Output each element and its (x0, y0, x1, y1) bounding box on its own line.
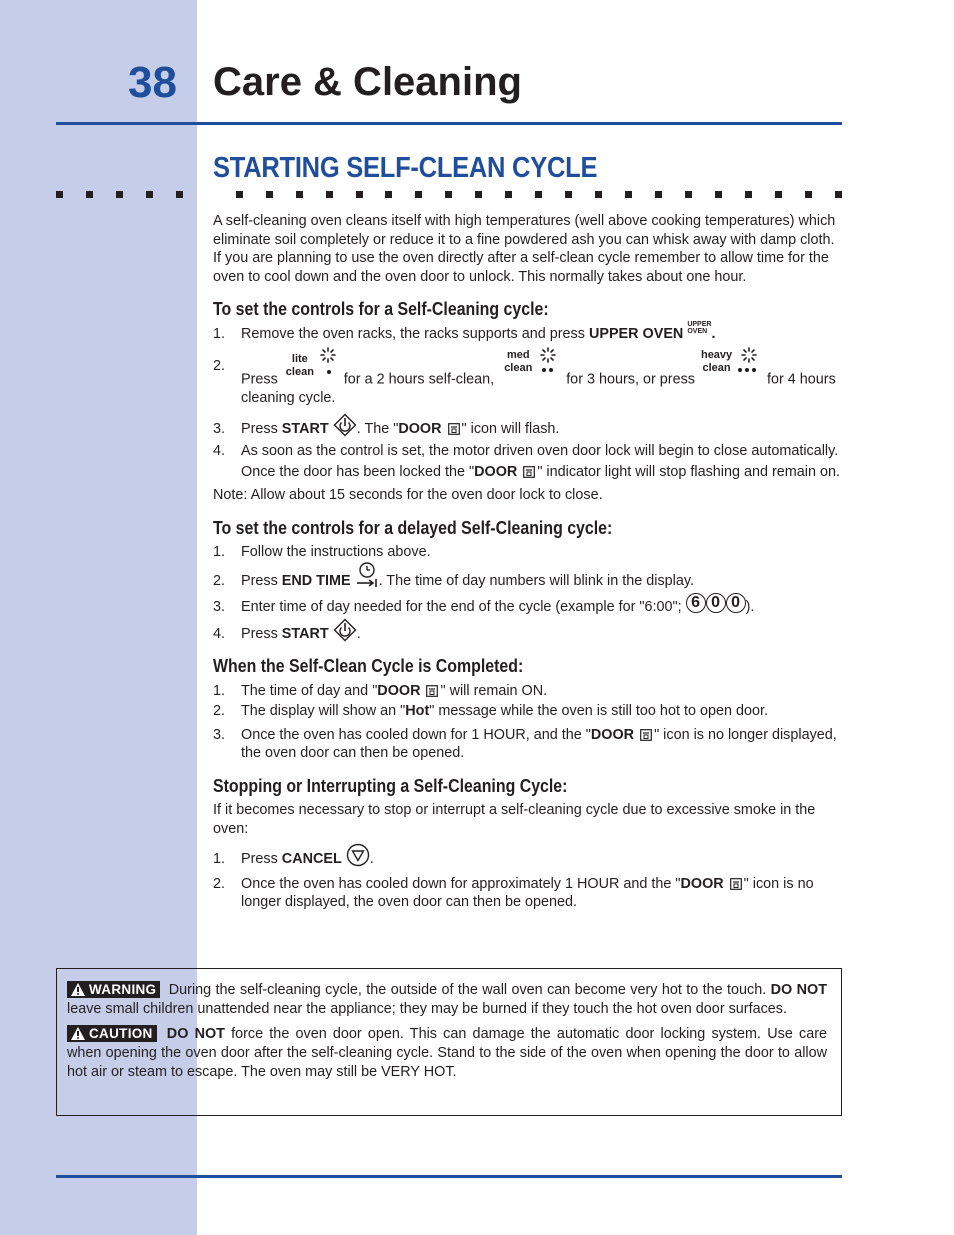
list-item: 3. Once the oven has cooled down for 1 HOUR, and the "DOOR " icon is no longer displayed, the oven door can then be opened. (213, 726, 837, 761)
list-item: 1. Remove the oven racks, the racks supports and press UPPER OVEN UPPER OVEN . (213, 320, 716, 342)
door-lock-icon (426, 685, 438, 697)
delayed-clean-steps (213, 543, 843, 643)
lite-clean-key-icon: lite clean (282, 357, 340, 389)
list-item: 4. Press START . (213, 625, 843, 644)
start-icon (333, 413, 357, 437)
heading-delayed-self-clean: To set the controls for a delayed Self-Cleaning cycle: (213, 516, 613, 538)
main-content (213, 212, 843, 915)
list-item: 2. Press END TIME . The time of day numbers will blink in the display. (213, 572, 843, 591)
heading-cycle-completed: When the Self-Clean Cycle is Completed: (213, 655, 524, 676)
digit-key-6: 6 (686, 593, 706, 613)
list-item: 3. Press START . The "DOOR " icon will flash. (213, 420, 843, 439)
cancel-icon (346, 843, 370, 867)
note-text: Note: Allow about 15 seconds for the oven door lock to close. (213, 487, 603, 503)
list-item: 2. Once the oven has cooled down for approximately 1 HOUR and the "DOOR " icon is no longer displayed, the oven door can then be opened. (213, 875, 814, 910)
self-clean-steps (213, 320, 843, 484)
digit-key-0: 0 (726, 593, 746, 613)
page-number: 38 (128, 58, 177, 107)
caution-paragraph: CAUTION DO NOT force the oven door open. This can damage the automatic door locking system. Use care when opening the oven door after the self-cleaning cycle. Stand to the side of the oven when opening the door to allow hot air or steam to escape. The oven may still be VERY HOT. (67, 1026, 827, 1080)
heading-stopping-cycle: Stopping or Interrupting a Self-Cleaning Cycle: (213, 774, 568, 796)
dotted-divider (56, 191, 842, 199)
start-icon (333, 618, 357, 642)
upper-oven-key-icon: UPPER OVEN (687, 320, 712, 335)
completed-steps (213, 682, 843, 763)
heavy-clean-key-icon: heavy clean (699, 357, 763, 389)
caution-badge: CAUTION (67, 1025, 157, 1042)
list-item: 1. Follow the instructions above. (213, 544, 431, 560)
digit-key-0: 0 (706, 593, 726, 613)
list-item: 4. As soon as the control is set, the motor driven oven door lock will begin to close automatically. Once the door has been locked the "DOOR " indicator light will stop flashing and remain on. (213, 443, 840, 480)
med-clean-key-icon: med clean (498, 357, 562, 389)
door-lock-icon (523, 466, 535, 478)
section-title: STARTING SELF-CLEAN CYCLE (213, 152, 598, 184)
door-lock-icon (640, 729, 652, 741)
heading-self-clean: To set the controls for a Self-Cleaning cycle: (213, 298, 549, 319)
list-item: 3. Enter time of day needed for the end of the cycle (example for "6:00"; 6 0 0 ). (213, 594, 755, 615)
list-item: 2. The display will show an "Hot" message while the oven is still too hot to open door. (213, 703, 768, 719)
list-item: 2. Press lite clean for a 2 hours self-clean, med clean for 3 hours, or press heavy clean for 4 hours cleaning cycle. (213, 349, 836, 406)
stopping-intro: If it becomes necessary to stop or interrupt a self-cleaning cycle due to excessive smoke in the oven: (213, 802, 816, 837)
caution-triangle-icon (70, 1026, 86, 1041)
warning-badge: WARNING (67, 981, 160, 998)
door-lock-icon (448, 423, 460, 435)
stopping-steps (213, 850, 843, 912)
list-item: 1. The time of day and "DOOR " will remain ON. (213, 682, 548, 699)
footer-rule (56, 1175, 842, 1178)
warning-paragraph: WARNING During the self-cleaning cycle, the outside of the wall oven can become very hot to the touch. DO NOT leave small children unattended near the appliance; they may be burned if they touch the hot oven door surfaces. (67, 982, 827, 1017)
door-lock-icon (730, 878, 742, 890)
warning-box (56, 968, 842, 1116)
warning-triangle-icon (70, 982, 86, 997)
chapter-title: Care & Cleaning (213, 60, 522, 104)
end-time-icon (355, 562, 379, 588)
intro-paragraph: A self-cleaning oven cleans itself with high temperatures (well above cooking temperatures) which eliminate soil completely or reduce it to a fine powdered ash you can whisk away with damp cloth. If you are planning to use the oven directly after a self-clean cycle remember to allow time for the oven to cool down and the oven door to unlock. This normally takes about one hour. (213, 213, 836, 285)
header-rule (56, 122, 842, 125)
list-item: 1. Press CANCEL . (213, 850, 843, 869)
